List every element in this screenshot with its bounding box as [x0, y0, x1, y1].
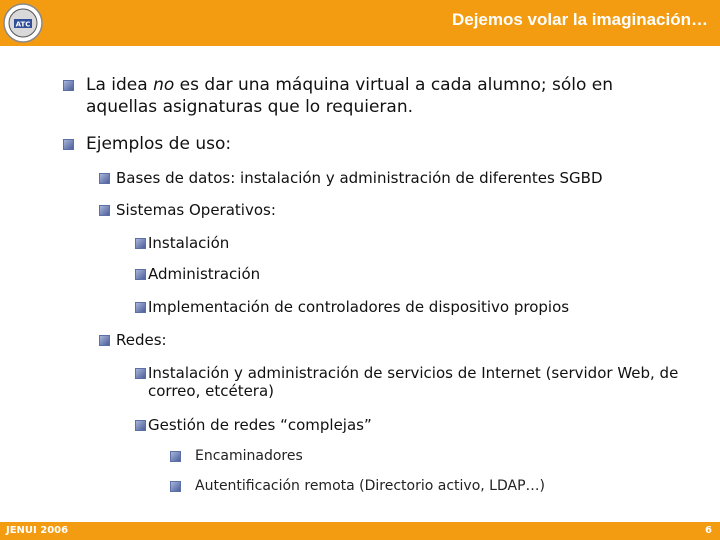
bullet-os-install: Instalación	[135, 234, 229, 252]
bullet-box-icon	[99, 173, 110, 184]
bullet-networks: Redes:	[99, 330, 167, 350]
slide-title: Dejemos volar la imaginación…	[451, 10, 708, 29]
bullet-databases: Bases de datos: instalación y administración de diferentes SGBD	[99, 168, 603, 188]
bullet-box-icon	[99, 205, 110, 216]
bullet-net-services: Instalación y administración de servicios de Internet (servidor Web, de correo, etcétera)	[135, 364, 695, 400]
bullet-os-admin: Administración	[135, 265, 260, 283]
bullet-idea	[63, 74, 663, 118]
bullet-examples-text: Ejemplos de uso:	[86, 134, 232, 154]
bullet-box-icon	[99, 335, 110, 346]
bullet-net-complex: Gestión de redes “complejas”	[135, 416, 372, 434]
bullet-os-drivers: Implementación de controladores de dispositivo propios	[135, 298, 569, 316]
bullet-routers: Encaminadores	[170, 447, 303, 465]
atc-logo-icon	[3, 3, 43, 43]
footer-conference: JENUI 2006	[6, 525, 69, 536]
bullet-box-icon	[135, 238, 146, 249]
bullet-box-icon	[135, 420, 146, 431]
bullet-remote-auth: Autentificación remota (Directorio activo, LDAP…)	[170, 477, 545, 495]
svg-text:ATC: ATC	[15, 20, 31, 29]
slide-footer	[0, 522, 720, 540]
bullet-examples	[63, 133, 231, 155]
page-number: 6	[705, 525, 712, 536]
bullet-box-icon	[63, 139, 74, 150]
bullet-box-icon	[170, 451, 181, 462]
bullet-box-icon	[135, 269, 146, 280]
slide-header	[0, 0, 720, 46]
bullet-box-icon	[170, 481, 181, 492]
bullet-idea-text: La idea no es dar una máquina virtual a cada alumno; sólo en aquellas asignaturas que lo requieran.	[86, 75, 613, 117]
bullet-os: Sistemas Operativos:	[99, 200, 276, 220]
bullet-box-icon	[63, 80, 74, 91]
bullet-box-icon	[135, 302, 146, 313]
bullet-box-icon	[135, 368, 146, 379]
